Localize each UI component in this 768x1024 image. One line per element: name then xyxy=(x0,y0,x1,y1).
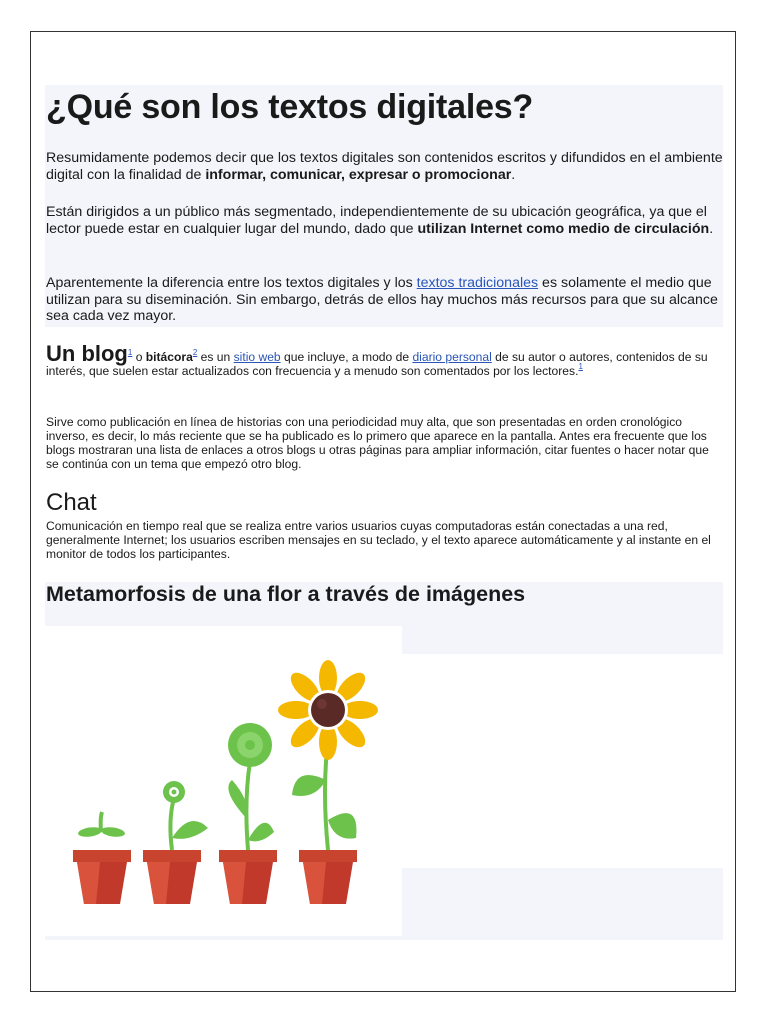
chat-heading: Chat xyxy=(46,489,97,516)
footnote-link[interactable]: 2 xyxy=(192,348,198,357)
blog-text: de su autor o autores, contenidos de su interés, que suelen estar actualizados con frecuencia y a menudo son comentados por los lectores. xyxy=(46,350,708,378)
paragraph-bold: utilizan Internet como medio de circulación xyxy=(417,220,710,237)
link-diario-personal[interactable]: diario personal xyxy=(412,350,492,364)
blog-bold: bitácora xyxy=(145,350,193,364)
paragraph-definition xyxy=(46,150,724,183)
paragraph-difference xyxy=(46,275,724,325)
paragraph-text: es solamente el medio que utilizan para su diseminación. Sin embargo, detrás de ellos hay muchos más recursos para que su alcance sea cada vez mayor. xyxy=(46,275,718,324)
blog-text: que incluye, a modo de xyxy=(280,350,413,364)
blog-text: o xyxy=(132,350,146,364)
blog-paragraph: Sirve como publicación en línea de historias con una periodicidad muy alta, que son presentadas en orden cronológico inverso, es decir, lo más reciente que se ha publicado es lo primero que aparece en la pantalla. Antes era frecuente que los blogs mostraran una lista de enlaces a otros blogs u otras páginas para ampliar información, citar fuentes o hacer notar que se continúa con un tema que empezó otro blog. xyxy=(46,415,709,471)
chat-paragraph: Comunicación en tiempo real que se realiza entre varios usuarios cuyas computadoras están conectadas a una red, generalmente Internet; los usuarios escriben mensajes en su teclado, y el texto aparece automáticamente y al instante en el monitor de todos los participantes. xyxy=(46,519,711,561)
paragraph-audience xyxy=(46,204,724,237)
footnote-link[interactable]: 1 xyxy=(127,348,133,357)
link-textos-tradicionales[interactable]: textos tradicionales xyxy=(416,275,539,291)
page-title: ¿Qué son los textos digitales? xyxy=(46,88,534,126)
paragraph-text: Resumidamente podemos decir que los textos digitales son contenidos escritos y difundidos en el ambiente digital con la finalidad de xyxy=(46,150,723,183)
paragraph-text: Aparentemente la diferencia entre los textos digitales y los xyxy=(46,275,417,291)
footnote-link[interactable]: 1 xyxy=(578,362,583,371)
metamorfosis-heading: Metamorfosis de una flor a través de imágenes xyxy=(46,582,526,606)
pot-sprout xyxy=(143,781,208,904)
paragraph-text: Están dirigidos a un público más segmentado, independientemente de su ubicación geográfica, ya que el lector puede estar en cualquier lugar del mundo, dado que xyxy=(46,204,707,237)
paragraph-end: . xyxy=(511,166,516,183)
pot-bud xyxy=(219,723,277,904)
paragraph-end: . xyxy=(709,220,714,237)
link-sitio-web[interactable]: sitio web xyxy=(233,350,281,364)
pot-seedling xyxy=(73,812,131,904)
blog-text: es un xyxy=(197,350,234,364)
flower-growth-illustration xyxy=(60,650,390,920)
blog-definition xyxy=(46,341,722,378)
paragraph-bold: informar, comunicar, expresar o promocionar xyxy=(205,166,512,183)
pot-sunflower xyxy=(278,660,378,904)
blog-heading: Un blog xyxy=(46,341,128,366)
